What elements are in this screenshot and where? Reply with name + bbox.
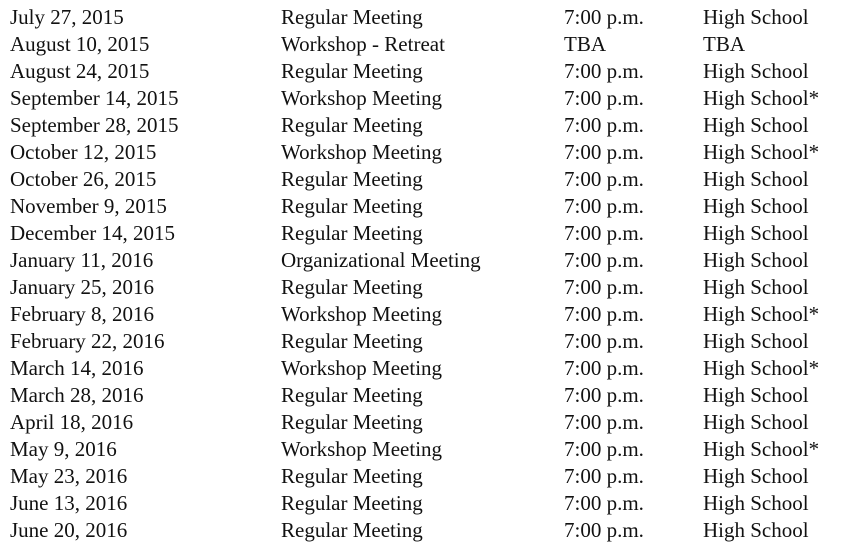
meeting-date: January 25, 2016	[10, 275, 155, 299]
meeting-date: May 23, 2016	[10, 464, 128, 488]
meeting-location: High School	[703, 275, 809, 299]
meeting-time: 7:00 p.m.	[564, 194, 644, 218]
meeting-date: June 13, 2016	[10, 491, 128, 515]
meeting-location: High School	[703, 167, 809, 191]
meeting-location: High School	[703, 5, 809, 29]
meeting-location: High School	[703, 59, 809, 83]
meeting-location: High School	[703, 221, 809, 245]
meeting-time: 7:00 p.m.	[564, 437, 644, 461]
meeting-location: High School	[703, 329, 809, 353]
meeting-time: 7:00 p.m.	[564, 518, 644, 542]
schedule-row	[0, 220, 858, 247]
meeting-time: 7:00 p.m.	[564, 113, 644, 137]
meeting-date: February 22, 2016	[10, 329, 165, 353]
meeting-type: Regular Meeting	[281, 221, 423, 245]
schedule-row	[0, 382, 858, 409]
meeting-type: Regular Meeting	[281, 518, 423, 542]
meeting-location: TBA	[703, 32, 745, 56]
meeting-date: June 20, 2016	[10, 518, 128, 542]
schedule-row	[0, 139, 858, 166]
meeting-date: September 28, 2015	[10, 113, 179, 137]
meeting-location: High School	[703, 383, 809, 407]
meeting-date: March 14, 2016	[10, 356, 144, 380]
schedule-row	[0, 463, 858, 490]
meeting-type: Workshop Meeting	[281, 356, 443, 380]
meeting-date: March 28, 2016	[10, 383, 144, 407]
meeting-location: High School*	[703, 437, 820, 461]
meeting-time: 7:00 p.m.	[564, 356, 644, 380]
schedule-row	[0, 193, 858, 220]
schedule-row	[0, 58, 858, 85]
meeting-type: Regular Meeting	[281, 5, 423, 29]
meeting-location: High School	[703, 194, 809, 218]
schedule-row	[0, 166, 858, 193]
meeting-type: Regular Meeting	[281, 167, 423, 191]
meeting-type: Regular Meeting	[281, 491, 423, 515]
schedule-row	[0, 31, 858, 58]
meeting-type: Regular Meeting	[281, 113, 423, 137]
meeting-time: 7:00 p.m.	[564, 464, 644, 488]
schedule-row	[0, 301, 858, 328]
meeting-location: High School*	[703, 356, 820, 380]
meeting-location: High School	[703, 518, 809, 542]
meeting-type: Regular Meeting	[281, 59, 423, 83]
meeting-location: High School*	[703, 86, 820, 110]
meeting-time: 7:00 p.m.	[564, 221, 644, 245]
schedule-row	[0, 328, 858, 355]
meeting-date: September 14, 2015	[10, 86, 179, 110]
meeting-date: December 14, 2015	[10, 221, 176, 245]
meeting-time: 7:00 p.m.	[564, 86, 644, 110]
meeting-time: 7:00 p.m.	[564, 248, 644, 272]
schedule-row	[0, 247, 858, 274]
meeting-date: October 26, 2015	[10, 167, 157, 191]
meeting-location: High School	[703, 491, 809, 515]
schedule-row	[0, 85, 858, 112]
meeting-date: August 24, 2015	[10, 59, 150, 83]
schedule-row	[0, 274, 858, 301]
meeting-date: August 10, 2015	[10, 32, 150, 56]
meeting-type: Regular Meeting	[281, 329, 423, 353]
schedule-row	[0, 409, 858, 436]
meeting-type: Workshop Meeting	[281, 302, 443, 326]
schedule-row	[0, 517, 858, 544]
meeting-date: January 11, 2016	[10, 248, 154, 272]
meeting-time: 7:00 p.m.	[564, 140, 644, 164]
meeting-time: 7:00 p.m.	[564, 383, 644, 407]
meeting-type: Regular Meeting	[281, 275, 423, 299]
meeting-time: 7:00 p.m.	[564, 491, 644, 515]
meeting-time: 7:00 p.m.	[564, 302, 644, 326]
meeting-location: High School*	[703, 140, 820, 164]
meeting-date: May 9, 2016	[10, 437, 117, 461]
meeting-type: Workshop Meeting	[281, 86, 443, 110]
meeting-type: Workshop Meeting	[281, 437, 443, 461]
meeting-location: High School	[703, 113, 809, 137]
meeting-time: 7:00 p.m.	[564, 410, 644, 434]
meeting-type: Regular Meeting	[281, 383, 423, 407]
meeting-location: High School	[703, 248, 809, 272]
schedule-row	[0, 490, 858, 517]
meeting-type: Organizational Meeting	[281, 248, 481, 272]
meeting-date: February 8, 2016	[10, 302, 155, 326]
meeting-type: Workshop - Retreat	[281, 32, 445, 56]
meeting-location: High School	[703, 410, 809, 434]
meeting-location: High School*	[703, 302, 820, 326]
schedule-row	[0, 436, 858, 463]
meeting-type: Regular Meeting	[281, 410, 423, 434]
schedule-row	[0, 4, 858, 31]
meeting-date: October 12, 2015	[10, 140, 157, 164]
meeting-time: 7:00 p.m.	[564, 275, 644, 299]
schedule-row	[0, 355, 858, 382]
meeting-type: Regular Meeting	[281, 464, 423, 488]
meeting-time: 7:00 p.m.	[564, 5, 644, 29]
meeting-date: November 9, 2015	[10, 194, 167, 218]
meeting-date: April 18, 2016	[10, 410, 134, 434]
meeting-date: July 27, 2015	[10, 5, 124, 29]
meeting-location: High School	[703, 464, 809, 488]
meeting-time: 7:00 p.m.	[564, 59, 644, 83]
meeting-schedule	[0, 4, 858, 544]
meeting-time: 7:00 p.m.	[564, 329, 644, 353]
meeting-time: TBA	[564, 32, 606, 56]
meeting-time: 7:00 p.m.	[564, 167, 644, 191]
schedule-row	[0, 112, 858, 139]
meeting-type: Workshop Meeting	[281, 140, 443, 164]
meeting-type: Regular Meeting	[281, 194, 423, 218]
